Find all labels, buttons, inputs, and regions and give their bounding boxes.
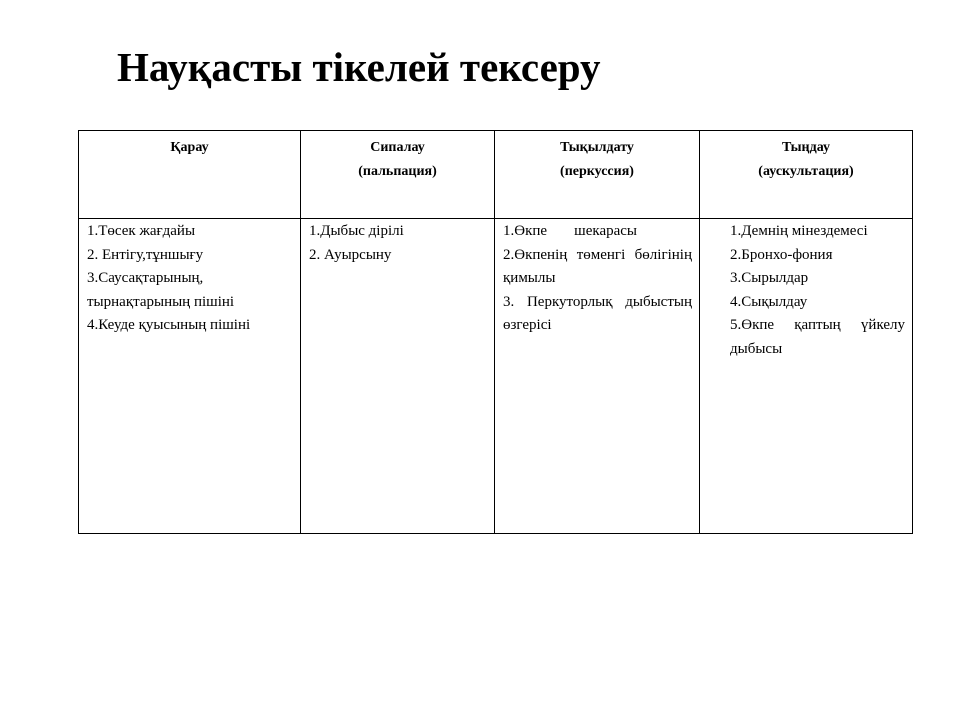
percussion-list — [503, 219, 692, 338]
auscultation-list — [708, 219, 905, 361]
list-item: 1.Демнің мінездемесі — [730, 223, 868, 239]
cell-palpation — [301, 219, 495, 534]
header-palpation-sublabel: (пальпация) — [358, 164, 437, 179]
header-auscultation-sublabel: (аускультация) — [758, 164, 854, 179]
examination-table — [78, 130, 913, 534]
list-item: 3. Перкуторлық дыбыстың өзгерісі — [503, 293, 692, 333]
list-item: 3.Саусақтарының, тырнақтарының пішіні — [87, 270, 235, 310]
header-auscultation — [700, 131, 913, 219]
list-item: 1.Өкпе шекарасы — [503, 223, 637, 239]
header-auscultation-label: Тыңдау — [781, 140, 830, 155]
list-item: 3.Сырылдар — [730, 270, 809, 286]
header-palpation-label: Сипалау — [370, 140, 425, 155]
header-inspection-label: Қарау — [170, 140, 209, 155]
palpation-list — [309, 219, 487, 267]
cell-inspection — [79, 219, 301, 534]
inspection-list — [87, 219, 293, 338]
list-item: 2.Бронхо-фония — [730, 246, 833, 263]
header-percussion-sublabel: (перкуссия) — [560, 164, 634, 179]
cell-percussion — [495, 219, 700, 534]
list-item: 5.Өкпе қаптың үйкелу дыбысы — [730, 317, 905, 357]
header-palpation — [301, 131, 495, 219]
list-item: 2. Ентігу,тұншығу — [87, 246, 204, 263]
list-item: 2. Ауырсыну — [309, 246, 392, 263]
table-row — [79, 219, 913, 534]
list-item: 2.Өкпенің төменгі бөлігінің қимылы — [503, 246, 692, 286]
table-header-row — [79, 131, 913, 219]
list-item: 1.Төсек жағдайы — [87, 223, 196, 239]
header-percussion-label: Тықылдату — [560, 140, 634, 155]
cell-auscultation — [700, 219, 913, 534]
header-percussion — [495, 131, 700, 219]
page-title: Науқасты тікелей тексеру — [117, 44, 601, 90]
list-item: 4.Сықылдау — [730, 293, 808, 310]
header-inspection — [79, 131, 301, 219]
list-item: 4.Кеуде қуысының пішіні — [87, 317, 251, 333]
list-item: 1.Дыбыс дірілі — [309, 223, 404, 239]
